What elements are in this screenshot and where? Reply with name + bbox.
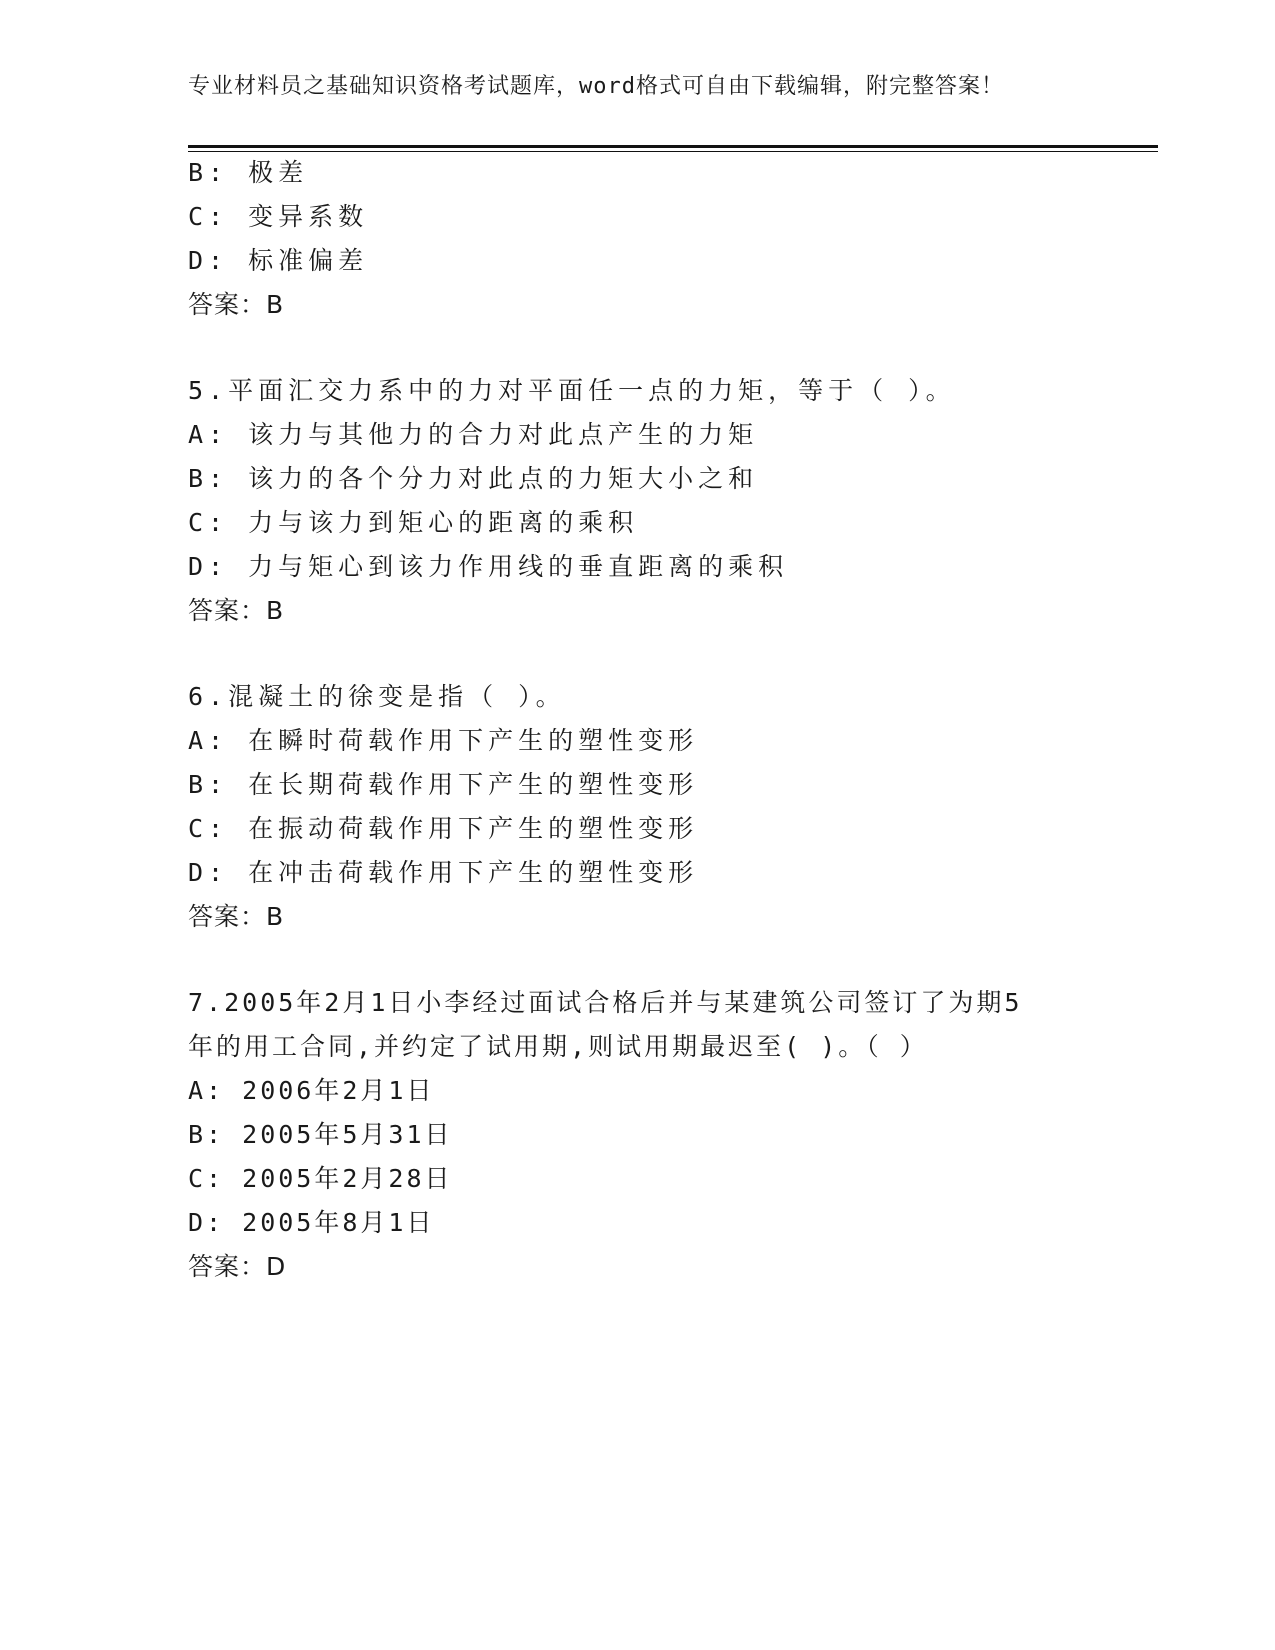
- question-stem: 5.平面汇交力系中的力对平面任一点的力矩，等于（ ）。: [188, 376, 956, 405]
- page-header: 专业材料员之基础知识资格考试题库，word格式可自由下载编辑，附完整答案！: [188, 74, 1004, 99]
- option-c: C: 2005年2月28日: [188, 1164, 453, 1193]
- option-b: B: 2005年5月31日: [188, 1120, 453, 1149]
- option-d: D: 标准偏差: [188, 246, 369, 275]
- option-c: C: 在振动荷载作用下产生的塑性变形: [188, 814, 699, 843]
- option-a: A: 该力与其他力的合力对此点产生的力矩: [188, 420, 759, 449]
- answer: 答案：B: [188, 290, 285, 319]
- header-rule-thin: [188, 151, 1158, 152]
- question-stem-line1: 7.2005年2月1日小李经过面试合格后并与某建筑公司签订了为期5: [188, 988, 1023, 1017]
- option-c: C: 力与该力到矩心的距离的乘积: [188, 508, 639, 537]
- option-b: B: 极差: [188, 158, 309, 187]
- option-d: D: 在冲击荷载作用下产生的塑性变形: [188, 858, 699, 887]
- option-d: D: 力与矩心到该力作用线的垂直距离的乘积: [188, 552, 789, 581]
- option-c: C: 变异系数: [188, 202, 369, 231]
- option-a: A: 在瞬时荷载作用下产生的塑性变形: [188, 726, 699, 755]
- option-a: A: 2006年2月1日: [188, 1076, 435, 1105]
- answer: 答案：B: [188, 596, 285, 625]
- option-b: B: 在长期荷载作用下产生的塑性变形: [188, 770, 699, 799]
- question-stem: 6.混凝土的徐变是指（ ）。: [188, 682, 566, 711]
- option-d: D: 2005年8月1日: [188, 1208, 435, 1237]
- answer: 答案：D: [188, 1252, 287, 1281]
- answer: 答案：B: [188, 902, 285, 931]
- header-rule-thick: [188, 145, 1158, 148]
- question-stem-line2: 年的用工合同,并约定了试用期,则试用期最迟至( )。（ ）: [188, 1032, 928, 1061]
- option-b: B: 该力的各个分力对此点的力矩大小之和: [188, 464, 759, 493]
